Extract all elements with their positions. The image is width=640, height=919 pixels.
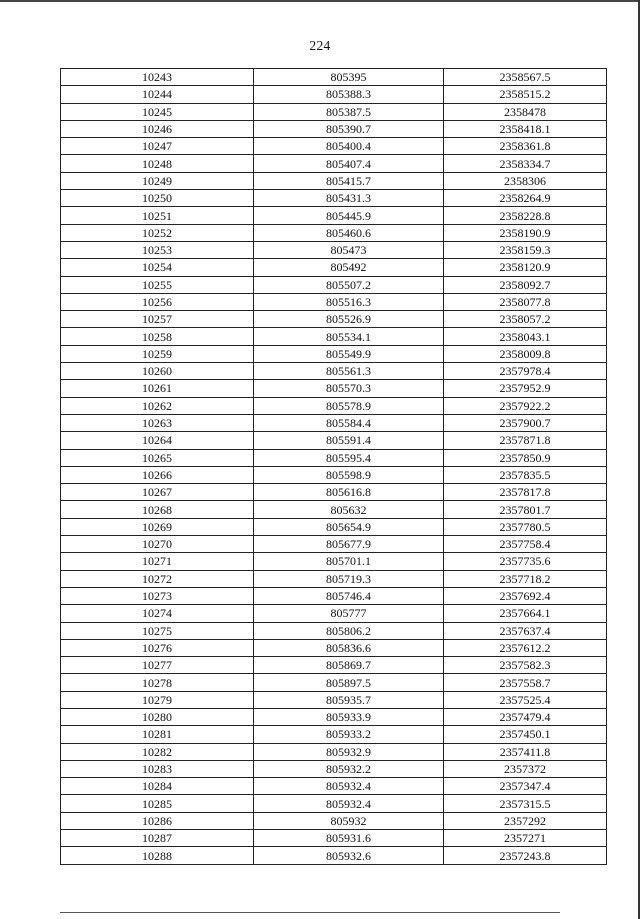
table-row — [61, 155, 607, 172]
table-row — [61, 241, 607, 258]
point-id-cell: 10261 — [61, 380, 254, 397]
y-coordinate-cell: 2357900.7 — [444, 414, 607, 431]
point-id-cell: 10266 — [61, 466, 254, 483]
point-id-cell: 10284 — [61, 778, 254, 795]
y-coordinate-cell: 2357835.5 — [444, 466, 607, 483]
scan-edge-top — [0, 0, 640, 2]
x-coordinate-cell: 805473 — [254, 241, 444, 258]
point-id-cell: 10250 — [61, 190, 254, 207]
point-id-cell: 10278 — [61, 674, 254, 691]
table-row — [61, 812, 607, 829]
point-id-cell: 10259 — [61, 345, 254, 362]
point-id-cell: 10279 — [61, 691, 254, 708]
point-id-cell: 10253 — [61, 241, 254, 258]
point-id-cell: 10263 — [61, 414, 254, 431]
y-coordinate-cell: 2358009.8 — [444, 345, 607, 362]
point-id-cell: 10282 — [61, 743, 254, 760]
x-coordinate-cell: 805415.7 — [254, 172, 444, 189]
x-coordinate-cell: 805598.9 — [254, 466, 444, 483]
table-row — [61, 778, 607, 795]
y-coordinate-cell: 2357817.8 — [444, 484, 607, 501]
x-coordinate-cell: 805578.9 — [254, 397, 444, 414]
y-coordinate-cell: 2357347.4 — [444, 778, 607, 795]
x-coordinate-cell: 805584.4 — [254, 414, 444, 431]
table-row — [61, 259, 607, 276]
y-coordinate-cell: 2357978.4 — [444, 363, 607, 380]
point-id-cell: 10265 — [61, 449, 254, 466]
x-coordinate-cell: 805932.4 — [254, 778, 444, 795]
y-coordinate-cell: 2358478 — [444, 103, 607, 120]
table-row — [61, 311, 607, 328]
table-row — [61, 345, 607, 362]
point-id-cell: 10280 — [61, 708, 254, 725]
y-coordinate-cell: 2357525.4 — [444, 691, 607, 708]
y-coordinate-cell: 2358515.2 — [444, 86, 607, 103]
point-id-cell: 10257 — [61, 311, 254, 328]
y-coordinate-cell: 2358043.1 — [444, 328, 607, 345]
table-row — [61, 795, 607, 812]
x-coordinate-cell: 805507.2 — [254, 276, 444, 293]
table-row — [61, 726, 607, 743]
x-coordinate-cell: 805932.6 — [254, 847, 444, 864]
y-coordinate-cell: 2358120.9 — [444, 259, 607, 276]
table-row — [61, 484, 607, 501]
point-id-cell: 10267 — [61, 484, 254, 501]
y-coordinate-cell: 2358361.8 — [444, 138, 607, 155]
x-coordinate-cell: 805390.7 — [254, 120, 444, 137]
x-coordinate-cell: 805561.3 — [254, 363, 444, 380]
table-body — [61, 69, 607, 865]
y-coordinate-cell: 2357735.6 — [444, 553, 607, 570]
point-id-cell: 10281 — [61, 726, 254, 743]
table-row — [61, 363, 607, 380]
point-id-cell: 10246 — [61, 120, 254, 137]
y-coordinate-cell: 2357780.5 — [444, 518, 607, 535]
table-row — [61, 466, 607, 483]
table-row — [61, 207, 607, 224]
point-id-cell: 10272 — [61, 570, 254, 587]
table-row — [61, 501, 607, 518]
table-row — [61, 224, 607, 241]
x-coordinate-cell: 805591.4 — [254, 432, 444, 449]
point-id-cell: 10274 — [61, 605, 254, 622]
table-row — [61, 449, 607, 466]
table-row — [61, 847, 607, 864]
y-coordinate-cell: 2358567.5 — [444, 69, 607, 86]
x-coordinate-cell: 805526.9 — [254, 311, 444, 328]
point-id-cell: 10288 — [61, 847, 254, 864]
coordinate-table — [60, 68, 607, 865]
x-coordinate-cell: 805654.9 — [254, 518, 444, 535]
table-row — [61, 553, 607, 570]
point-id-cell: 10285 — [61, 795, 254, 812]
x-coordinate-cell: 805869.7 — [254, 657, 444, 674]
x-coordinate-cell: 805836.6 — [254, 639, 444, 656]
x-coordinate-cell: 805616.8 — [254, 484, 444, 501]
x-coordinate-cell: 805719.3 — [254, 570, 444, 587]
table-row — [61, 120, 607, 137]
x-coordinate-cell: 805935.7 — [254, 691, 444, 708]
table-row — [61, 536, 607, 553]
table-row — [61, 743, 607, 760]
table-row — [61, 587, 607, 604]
point-id-cell: 10277 — [61, 657, 254, 674]
table-row — [61, 570, 607, 587]
x-coordinate-cell: 805632 — [254, 501, 444, 518]
y-coordinate-cell: 2358306 — [444, 172, 607, 189]
y-coordinate-cell: 2357243.8 — [444, 847, 607, 864]
y-coordinate-cell: 2357372 — [444, 760, 607, 777]
point-id-cell: 10270 — [61, 536, 254, 553]
y-coordinate-cell: 2357479.4 — [444, 708, 607, 725]
point-id-cell: 10243 — [61, 69, 254, 86]
x-coordinate-cell: 805595.4 — [254, 449, 444, 466]
y-coordinate-cell: 2357450.1 — [444, 726, 607, 743]
x-coordinate-cell: 805431.3 — [254, 190, 444, 207]
point-id-cell: 10275 — [61, 622, 254, 639]
point-id-cell: 10255 — [61, 276, 254, 293]
x-coordinate-cell: 805570.3 — [254, 380, 444, 397]
point-id-cell: 10268 — [61, 501, 254, 518]
x-coordinate-cell: 805806.2 — [254, 622, 444, 639]
y-coordinate-cell: 2357871.8 — [444, 432, 607, 449]
point-id-cell: 10273 — [61, 587, 254, 604]
x-coordinate-cell: 805400.4 — [254, 138, 444, 155]
table-row — [61, 622, 607, 639]
table-row — [61, 328, 607, 345]
table-row — [61, 86, 607, 103]
y-coordinate-cell: 2358228.8 — [444, 207, 607, 224]
point-id-cell: 10254 — [61, 259, 254, 276]
table-row — [61, 691, 607, 708]
table-row — [61, 397, 607, 414]
y-coordinate-cell: 2357637.4 — [444, 622, 607, 639]
table-row — [61, 190, 607, 207]
point-id-cell: 10251 — [61, 207, 254, 224]
point-id-cell: 10244 — [61, 86, 254, 103]
x-coordinate-cell: 805897.5 — [254, 674, 444, 691]
table-row — [61, 639, 607, 656]
x-coordinate-cell: 805445.9 — [254, 207, 444, 224]
y-coordinate-cell: 2357664.1 — [444, 605, 607, 622]
x-coordinate-cell: 805932.4 — [254, 795, 444, 812]
y-coordinate-cell: 2357718.2 — [444, 570, 607, 587]
x-coordinate-cell: 805931.6 — [254, 830, 444, 847]
table-row — [61, 657, 607, 674]
x-coordinate-cell: 805549.9 — [254, 345, 444, 362]
x-coordinate-cell: 805701.1 — [254, 553, 444, 570]
point-id-cell: 10264 — [61, 432, 254, 449]
point-id-cell: 10248 — [61, 155, 254, 172]
x-coordinate-cell: 805933.9 — [254, 708, 444, 725]
x-coordinate-cell: 805516.3 — [254, 293, 444, 310]
point-id-cell: 10245 — [61, 103, 254, 120]
y-coordinate-cell: 2357612.2 — [444, 639, 607, 656]
point-id-cell: 10247 — [61, 138, 254, 155]
table-row — [61, 414, 607, 431]
x-coordinate-cell: 805932.2 — [254, 760, 444, 777]
x-coordinate-cell: 805492 — [254, 259, 444, 276]
x-coordinate-cell: 805395 — [254, 69, 444, 86]
y-coordinate-cell: 2357411.8 — [444, 743, 607, 760]
y-coordinate-cell: 2357582.3 — [444, 657, 607, 674]
table-row — [61, 605, 607, 622]
x-coordinate-cell: 805777 — [254, 605, 444, 622]
table-row — [61, 276, 607, 293]
y-coordinate-cell: 2357292 — [444, 812, 607, 829]
point-id-cell: 10249 — [61, 172, 254, 189]
table-row — [61, 103, 607, 120]
x-coordinate-cell: 805932 — [254, 812, 444, 829]
y-coordinate-cell: 2358264.9 — [444, 190, 607, 207]
point-id-cell: 10256 — [61, 293, 254, 310]
y-coordinate-cell: 2357315.5 — [444, 795, 607, 812]
point-id-cell: 10287 — [61, 830, 254, 847]
y-coordinate-cell: 2358418.1 — [444, 120, 607, 137]
table-row — [61, 293, 607, 310]
point-id-cell: 10286 — [61, 812, 254, 829]
y-coordinate-cell: 2357952.9 — [444, 380, 607, 397]
y-coordinate-cell: 2357801.7 — [444, 501, 607, 518]
page-number: 224 — [309, 38, 331, 53]
table-row — [61, 138, 607, 155]
table-row — [61, 830, 607, 847]
scan-edge-bottom — [60, 912, 560, 913]
y-coordinate-cell: 2357922.2 — [444, 397, 607, 414]
y-coordinate-cell: 2358159.3 — [444, 241, 607, 258]
y-coordinate-cell: 2357271 — [444, 830, 607, 847]
point-id-cell: 10269 — [61, 518, 254, 535]
y-coordinate-cell: 2357692.4 — [444, 587, 607, 604]
point-id-cell: 10276 — [61, 639, 254, 656]
y-coordinate-cell: 2357558.7 — [444, 674, 607, 691]
y-coordinate-cell: 2358190.9 — [444, 224, 607, 241]
point-id-cell: 10258 — [61, 328, 254, 345]
y-coordinate-cell: 2357758.4 — [444, 536, 607, 553]
point-id-cell: 10271 — [61, 553, 254, 570]
x-coordinate-cell: 805388.3 — [254, 86, 444, 103]
x-coordinate-cell: 805933.2 — [254, 726, 444, 743]
y-coordinate-cell: 2357850.9 — [444, 449, 607, 466]
point-id-cell: 10252 — [61, 224, 254, 241]
point-id-cell: 10262 — [61, 397, 254, 414]
table-row — [61, 708, 607, 725]
point-id-cell: 10283 — [61, 760, 254, 777]
x-coordinate-cell: 805932.9 — [254, 743, 444, 760]
y-coordinate-cell: 2358092.7 — [444, 276, 607, 293]
point-id-cell: 10260 — [61, 363, 254, 380]
y-coordinate-cell: 2358334.7 — [444, 155, 607, 172]
table-row — [61, 518, 607, 535]
x-coordinate-cell: 805677.9 — [254, 536, 444, 553]
y-coordinate-cell: 2358057.2 — [444, 311, 607, 328]
x-coordinate-cell: 805460.6 — [254, 224, 444, 241]
x-coordinate-cell: 805387.5 — [254, 103, 444, 120]
table-row — [61, 760, 607, 777]
table-row — [61, 69, 607, 86]
y-coordinate-cell: 2358077.8 — [444, 293, 607, 310]
table-row — [61, 380, 607, 397]
table-row — [61, 432, 607, 449]
x-coordinate-cell: 805746.4 — [254, 587, 444, 604]
table-row — [61, 674, 607, 691]
x-coordinate-cell: 805407.4 — [254, 155, 444, 172]
table-row — [61, 172, 607, 189]
x-coordinate-cell: 805534.1 — [254, 328, 444, 345]
